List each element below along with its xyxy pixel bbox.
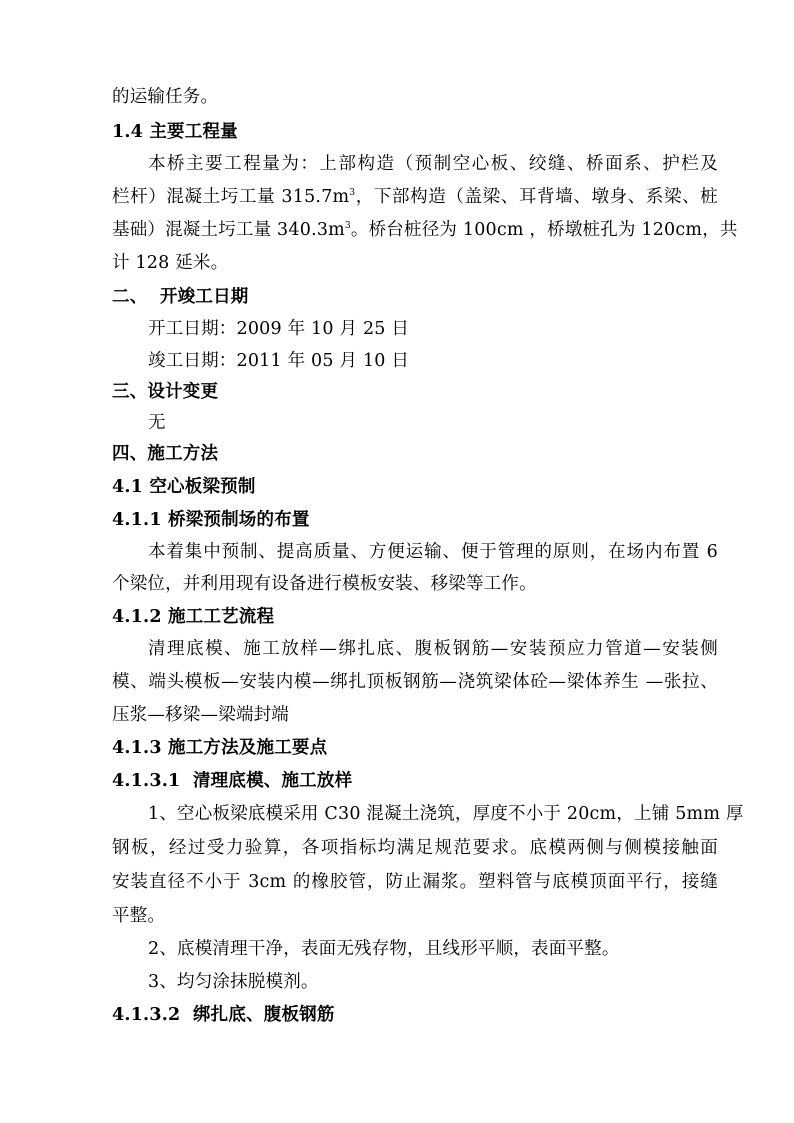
end-date: 竣工日期：2011 年 05 月 10 日 (148, 351, 410, 371)
step-3: 3、均匀涂抹脱模剂。 (148, 972, 319, 992)
heading-section-2: 二、 开竣工日期 (112, 287, 249, 307)
paragraph-tail: 的运输任务。 (112, 87, 219, 107)
design-change-body: 无 (148, 413, 166, 433)
layout-line-1: 本着集中预制、提高质量、方便运输、便于管理的原则，在场内布置 6 (148, 542, 718, 562)
quantity-line-2: 栏杆）混凝土圬工量 $315.7m^3$，下部构造（盖梁、耳背墙、墩身、系梁、桩 (112, 187, 718, 207)
heading-4-1-3-1: 4.1.3.1 清理底模、施工放样 (112, 771, 353, 791)
step-2: 2、底模清理干净，表面无残存物，且线形平顺，表面平整。 (148, 939, 620, 959)
process-line-3: 压浆—移梁—梁端封端 (112, 705, 289, 725)
heading-4-1-1: 4.1.1 桥梁预制场的布置 (112, 510, 310, 530)
step-1-line-3: 安装直径不小于 3cm 的橡胶管，防止漏浆。塑料管与底模顶面平行，接缝 (112, 872, 718, 892)
process-line-2: 模、端头模板—安装内模—绑扎顶板钢筋—浇筑梁体砼—梁体养生 —张拉、 (112, 672, 718, 692)
heading-4-1-3: 4.1.3 施工方法及施工要点 (112, 738, 328, 758)
heading-section-4: 四、施工方法 (112, 444, 219, 464)
layout-line-2: 个梁位，并利用现有设备进行模板安装、移梁等工作。 (112, 574, 537, 594)
process-line-1: 清理底模、施工放样—绑扎底、腹板钢筋—安装预应力管道—安装侧 (148, 639, 718, 659)
heading-4-1: 4.1 空心板梁预制 (112, 477, 256, 497)
step-1-line-4: 平整。 (112, 906, 166, 926)
quantity-line-3: 基础）混凝土圬工量 $340.3m^3$。桥台桩径为 100cm ，桥墩桩孔为 120cm，共 (112, 220, 738, 240)
quantity-line-4: 计 128 延米。 (112, 253, 229, 273)
heading-4-1-3-2: 4.1.3.2 绑扎底、腹板钢筋 (112, 1005, 335, 1025)
start-date: 开工日期：2009 年 10 月 25 日 (148, 319, 410, 339)
quantity-line-1: 本桥主要工程量为：上部构造（预制空心板、绞缝、桥面系、护栏及 (148, 154, 718, 174)
heading-1-4: 1.4 主要工程量 (112, 122, 238, 142)
heading-section-3: 三、设计变更 (112, 382, 219, 402)
heading-4-1-2: 4.1.2 施工工艺流程 (112, 607, 275, 627)
step-1-line-1: 1、空心板梁底模采用 C30 混凝土浇筑，厚度不小于 20cm，上铺 5mm 厚 (148, 804, 744, 824)
step-1-line-2: 钢板，经过受力验算，各项指标均满足规范要求。底模两侧与侧模接触面 (112, 838, 718, 858)
